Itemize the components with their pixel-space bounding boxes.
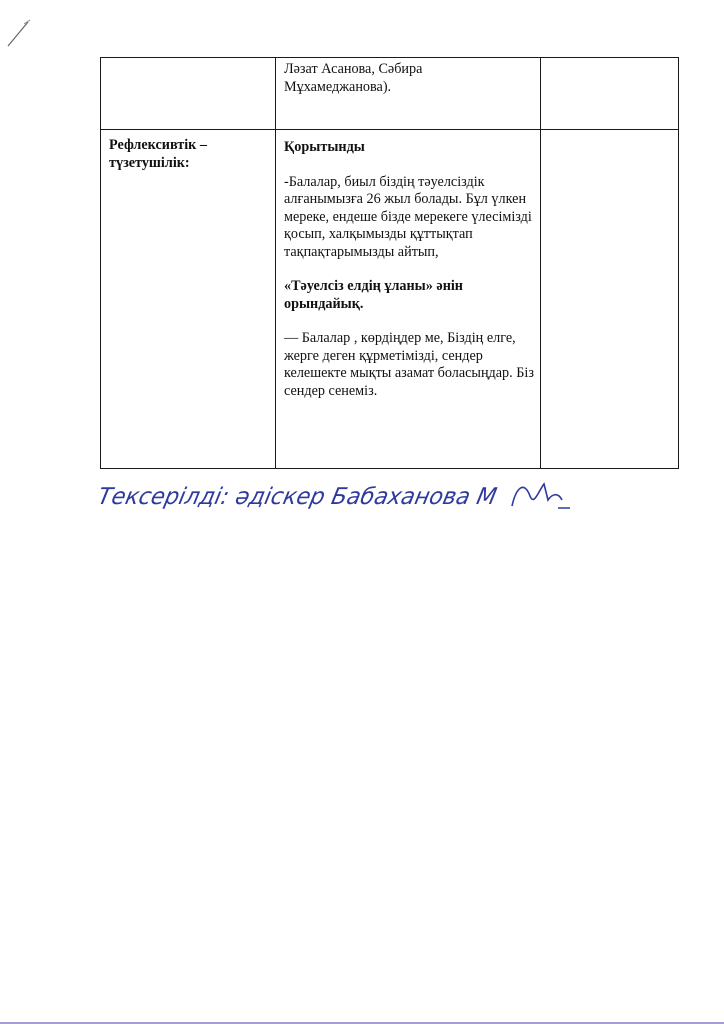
scan-mark <box>6 18 34 48</box>
content-cell <box>276 58 541 130</box>
stage-cell <box>101 58 276 130</box>
content-cell <box>276 130 541 469</box>
svg-text:Тексерілді: әдіскер Бабаханов: Тексерілді: әдіскер Бабаханова М <box>95 483 512 510</box>
lesson-plan-table <box>100 57 679 469</box>
content-paragraph: -Балалар, биыл біздің тәуелсіздік алғанымызға 26 жыл болады. Бұл үлкен мереке, ендеше бізде мерекеге үлесімізді қосып, халқымызды құттықтап тақпақтарымызды айтып, <box>284 173 532 260</box>
content-line: Ләзат Асанова, Сәбира <box>284 61 423 77</box>
table-row <box>101 58 679 130</box>
section-heading: Қорытынды <box>284 139 365 155</box>
table-row <box>101 130 679 469</box>
handwritten-signature <box>92 470 572 520</box>
content-line: Мұхамеджанова). <box>284 78 392 95</box>
notes-cell <box>541 58 679 130</box>
stage-cell <box>101 130 276 469</box>
stage-label: Рефлексивтік – түзетушілік: <box>109 137 207 171</box>
notes-cell <box>541 130 679 469</box>
content-paragraph: — Балалар , көрдіңдер ме, Біздің елге, жерге деген құрметімізді, сендер келешекте мықты азамат боласыңдар. Біз сендер сенеміз. <box>284 330 534 399</box>
song-title: «Тәуелсіз елдің ұланы» әнін орындайық. <box>284 278 463 312</box>
